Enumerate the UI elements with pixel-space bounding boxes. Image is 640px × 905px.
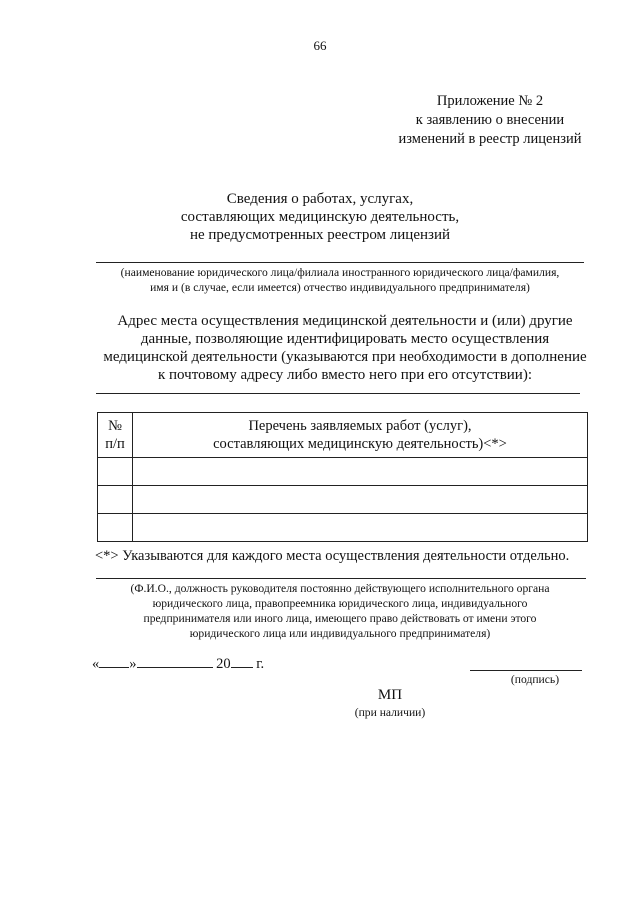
signatory-caption [90, 581, 590, 641]
header-number: № п/п [98, 413, 133, 458]
appendix-line-3: изменений в реестр лицензий [398, 131, 582, 147]
table-header-row [98, 413, 588, 458]
address-line-3: медицинской деятельности (указываются при необходимости в дополнение [103, 349, 587, 365]
day-field[interactable] [99, 654, 129, 668]
table-cell-number[interactable] [98, 514, 133, 542]
title-line-1: Сведения о работах, услугах, [226, 191, 414, 207]
seal-label: МП [377, 687, 403, 703]
address-line-4: к почтовому адресу либо вместо него при его отсутствии): [157, 367, 532, 383]
applicant-name-field[interactable] [96, 262, 584, 263]
table-cell-number[interactable] [98, 486, 133, 514]
appendix-line-1: Приложение № 2 [436, 93, 544, 109]
table-cell-work[interactable] [133, 514, 588, 542]
works-table [97, 412, 588, 542]
table-row [98, 458, 588, 486]
title-line-2: составляющих медицинскую деятельность, [180, 209, 460, 225]
address-line-1: Адрес места осуществления медицинской деятельности и (или) другие [117, 313, 573, 329]
signatory-caption-line-4: юридического лица или индивидуального предпринимателя) [189, 627, 491, 640]
applicant-caption-line-2: имя и (в случае, если имеется) отчество индивидуального предпринимателя) [150, 281, 530, 294]
signature-label: (подпись) [510, 673, 560, 686]
address-line-2: данные, позволяющие идентифицировать место осуществления [140, 331, 550, 347]
table-row [98, 514, 588, 542]
date-line: « » 20 г. [92, 656, 265, 672]
appendix-header [370, 92, 610, 149]
table-cell-work[interactable] [133, 486, 588, 514]
table-row [98, 486, 588, 514]
signatory-caption-line-1: (Ф.И.О., должность руководителя постоянно действующего исполнительного органа [130, 582, 550, 595]
signature-field[interactable] [470, 670, 582, 671]
table-cell-number[interactable] [98, 458, 133, 486]
footnote: <*> Указываются для каждого места осуществления деятельности отдельно. [95, 548, 570, 564]
signatory-caption-line-3: предпринимателя или иного лица, имеющего право действовать от имени этого [143, 612, 537, 625]
applicant-caption-line-1: (наименование юридического лица/филиала иностранного юридического лица/фамилия, [120, 266, 560, 279]
address-instructions [80, 312, 610, 384]
title-line-3: не предусмотренных реестром лицензий [189, 227, 451, 243]
table-cell-work[interactable] [133, 458, 588, 486]
address-field[interactable] [96, 393, 580, 394]
header-works-list: Перечень заявляемых работ (услуг), составляющих медицинскую деятельность)<*> [133, 413, 588, 458]
document-title [120, 190, 520, 244]
seal-note: (при наличии) [354, 706, 426, 719]
applicant-caption [70, 265, 610, 295]
page-number: 66 [313, 38, 327, 53]
month-field[interactable] [137, 654, 213, 668]
signatory-field[interactable] [96, 578, 586, 579]
signatory-caption-line-2: юридического лица, правопреемника юридического лица, индивидуального [152, 597, 528, 610]
year-field[interactable] [231, 654, 253, 668]
appendix-line-2: к заявлению о внесении [415, 112, 565, 128]
